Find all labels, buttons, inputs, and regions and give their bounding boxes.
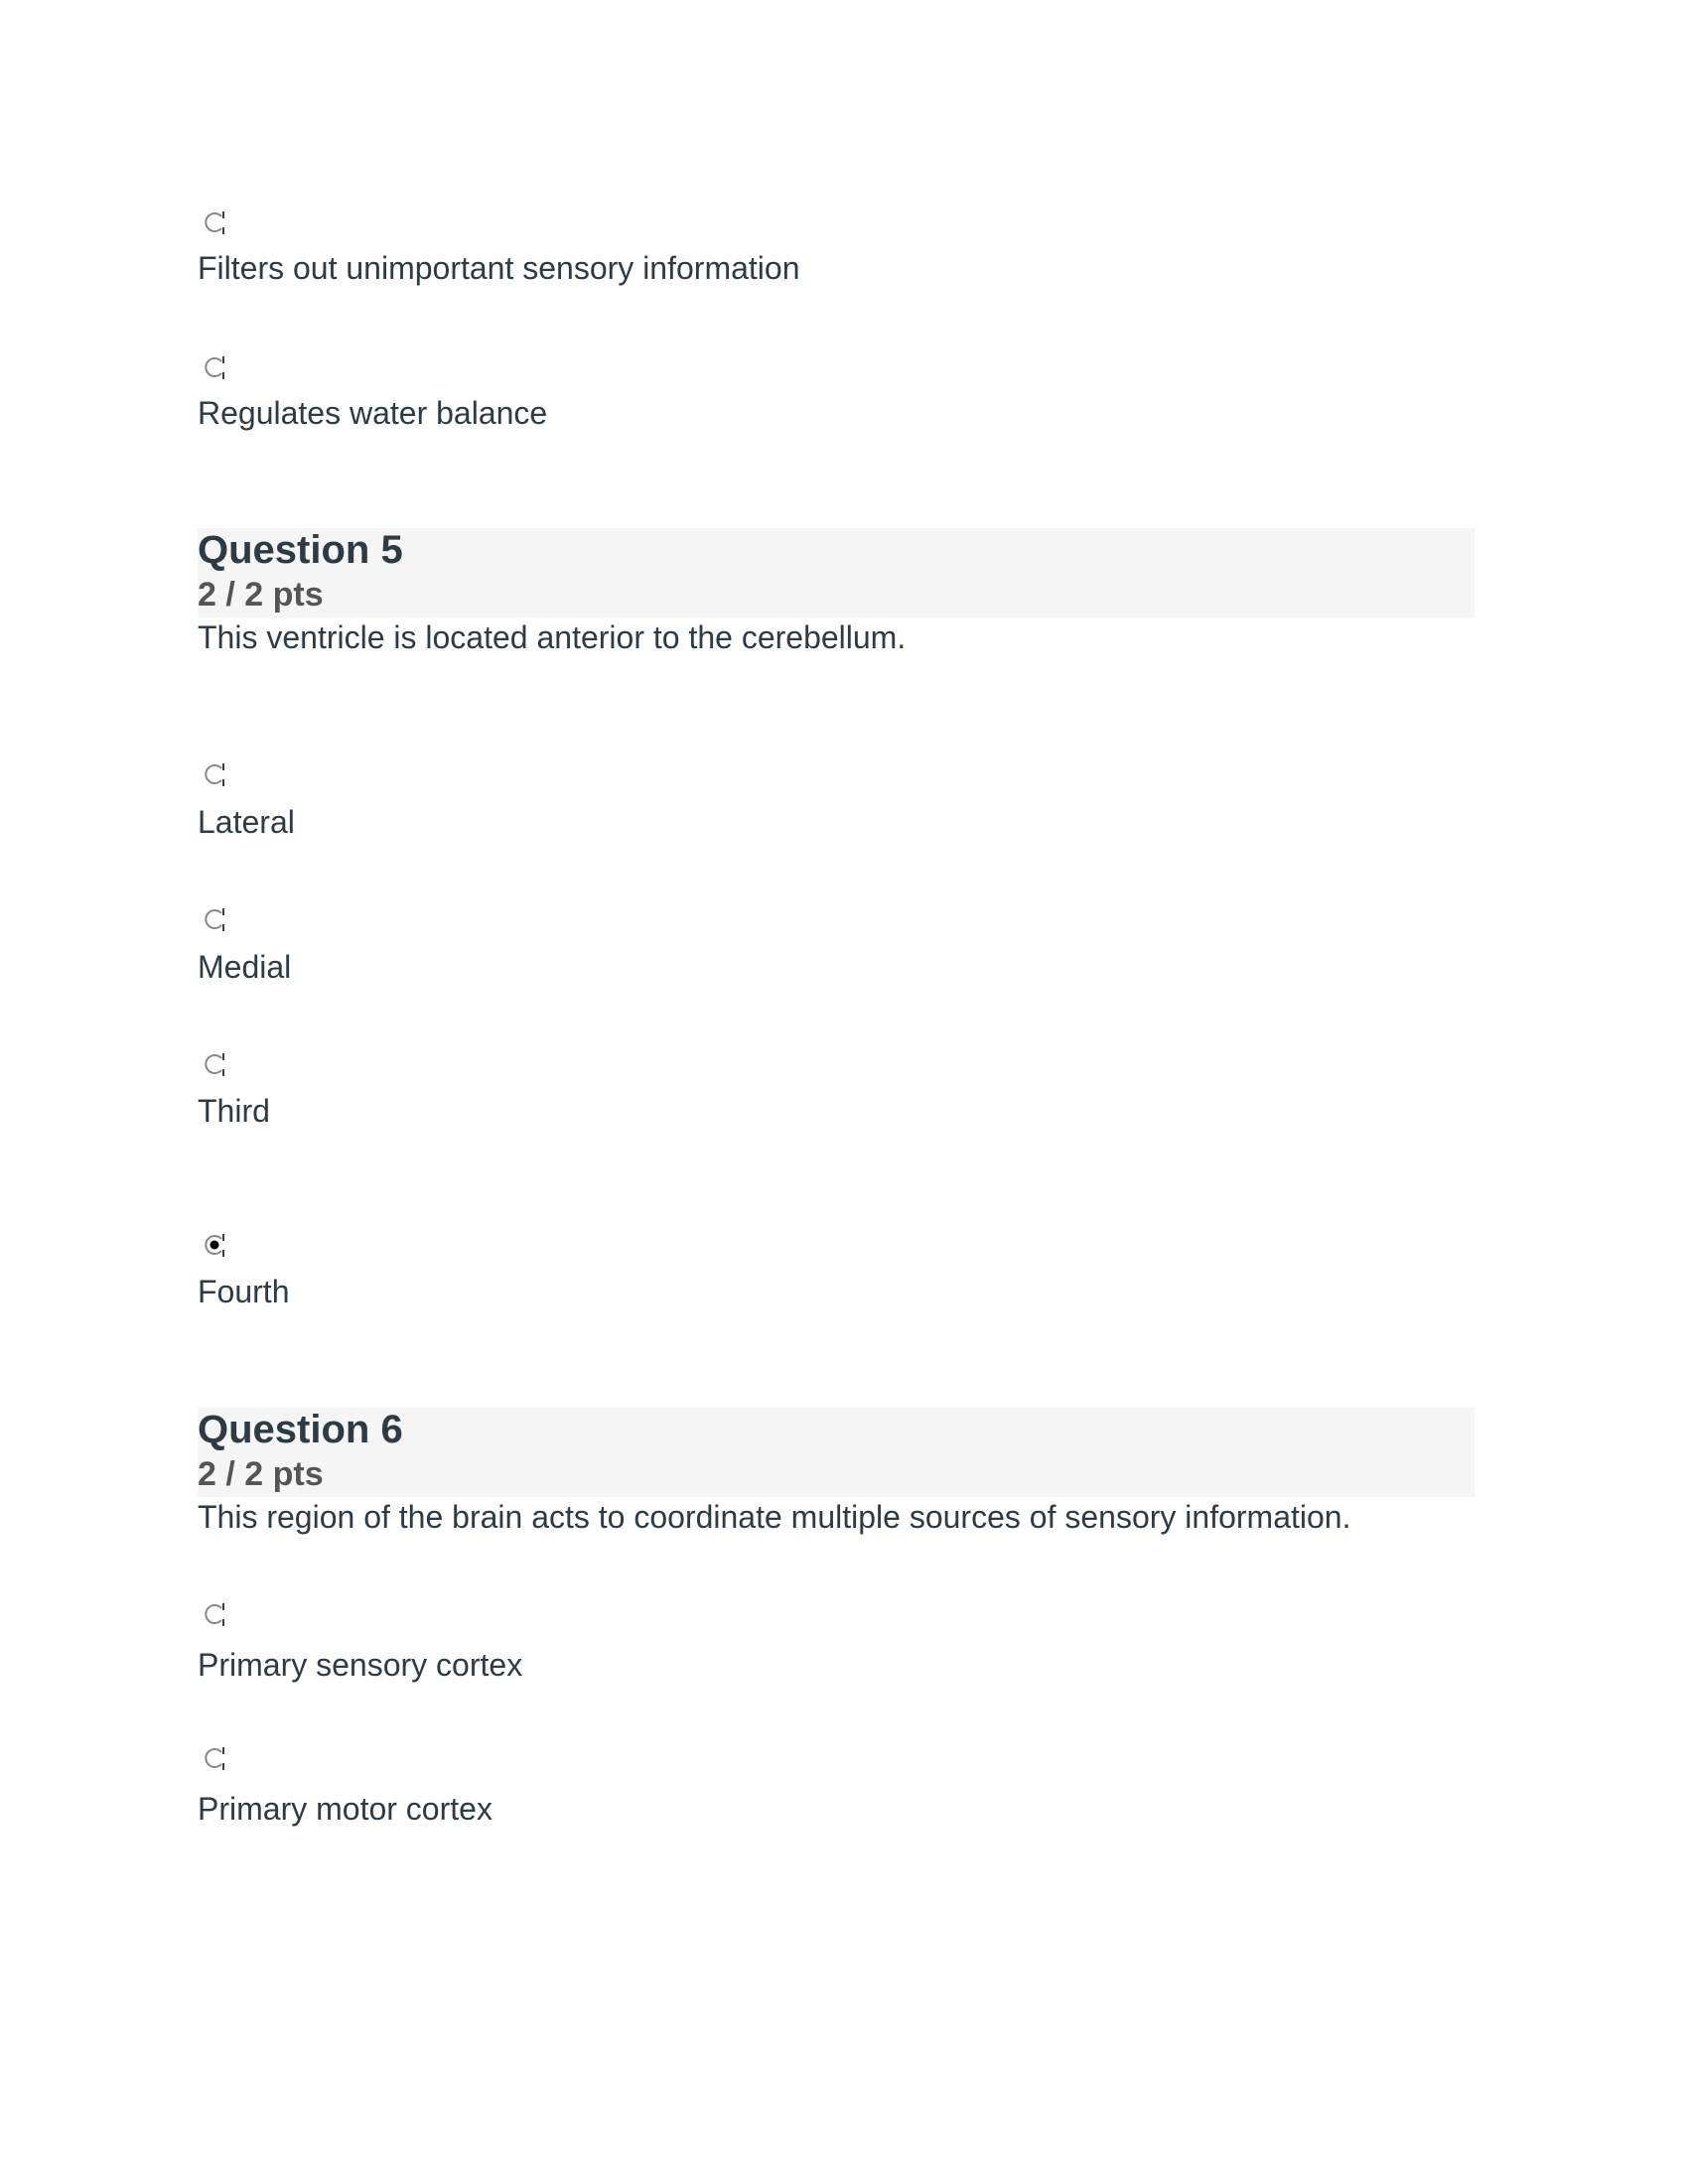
radio-unselected[interactable] bbox=[202, 1600, 221, 1620]
radio-selected[interactable] bbox=[202, 1231, 221, 1251]
question-title: Question 6 bbox=[198, 1408, 403, 1451]
answer-option-label: Medial bbox=[198, 949, 292, 985]
question-text: This ventricle is located anterior to the cerebellum. bbox=[198, 619, 907, 655]
radio-icon bbox=[202, 1600, 229, 1628]
question-text: This region of the brain acts to coordinate multiple sources of sensory information. bbox=[198, 1499, 1351, 1535]
radio-icon bbox=[202, 208, 229, 236]
question-points: 2 / 2 pts bbox=[198, 1455, 324, 1493]
question-header bbox=[198, 1408, 1475, 1497]
radio-icon bbox=[202, 905, 229, 933]
answer-option-label: Third bbox=[198, 1093, 270, 1129]
answer-option-label: Regulates water balance bbox=[198, 395, 548, 431]
radio-unselected[interactable] bbox=[202, 208, 221, 228]
radio-unselected[interactable] bbox=[202, 1050, 221, 1070]
radio-icon bbox=[202, 353, 229, 381]
question-points: 2 / 2 pts bbox=[198, 576, 324, 614]
radio-icon bbox=[202, 1050, 229, 1078]
radio-unselected[interactable] bbox=[202, 1744, 221, 1764]
answer-option-label: Fourth bbox=[198, 1274, 290, 1309]
radio-unselected[interactable] bbox=[202, 353, 221, 373]
radio-unselected[interactable] bbox=[202, 905, 221, 925]
radio-icon bbox=[202, 1744, 229, 1772]
answer-option-label: Primary sensory cortex bbox=[198, 1647, 523, 1683]
answer-option-label: Filters out unimportant sensory information bbox=[198, 250, 800, 286]
question-title: Question 5 bbox=[198, 528, 403, 572]
radio-checked-icon bbox=[202, 1231, 229, 1259]
radio-icon bbox=[202, 760, 229, 788]
question-header bbox=[198, 528, 1475, 617]
radio-unselected[interactable] bbox=[202, 760, 221, 780]
answer-option-label: Primary motor cortex bbox=[198, 1791, 492, 1827]
answer-option-label: Lateral bbox=[198, 804, 295, 840]
